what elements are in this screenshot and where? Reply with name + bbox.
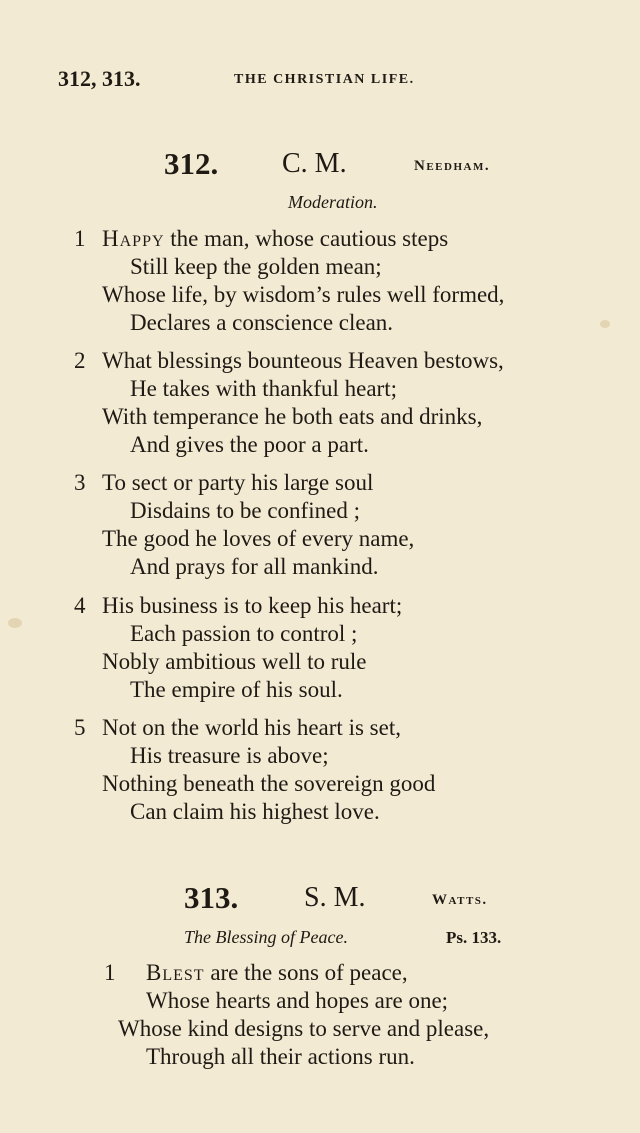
- verse-line: [102, 226, 448, 252]
- hymn-tune: Needham.: [414, 158, 491, 174]
- verse-line: The empire of his soul.: [130, 677, 343, 702]
- verse-line: Each passion to control ;: [130, 621, 358, 646]
- verse-line: And gives the poor a part.: [130, 432, 369, 457]
- verse-line: Whose life, by wisdom’s rules well formed,: [102, 282, 505, 307]
- verse-line: The good he loves of every name,: [102, 526, 415, 551]
- section-title: THE CHRISTIAN LIFE.: [234, 72, 415, 87]
- stanza-number: 5: [74, 715, 86, 740]
- verse-line: Disdains to be confined ;: [130, 498, 360, 523]
- verse-capitals: Happy: [102, 226, 165, 251]
- verse-line: Not on the world his heart is set,: [102, 715, 401, 740]
- verse-capitals: Blest: [146, 960, 205, 985]
- stanza-number: 3: [74, 470, 86, 495]
- verse-line: Whose hearts and hopes are one;: [146, 988, 449, 1013]
- hymn-312-header: [0, 146, 640, 186]
- hymn-meter: S. M.: [304, 882, 366, 913]
- verse-line: Whose kind designs to serve and please,: [118, 1016, 490, 1041]
- running-head: [58, 66, 580, 96]
- verse-line: What blessings bounteous Heaven bestows,: [102, 348, 504, 373]
- hymn-meter: C. M.: [282, 148, 347, 179]
- hymn-tune: Watts.: [432, 892, 488, 908]
- verse-line: To sect or party his large soul: [102, 470, 374, 495]
- verse-line: His business is to keep his heart;: [102, 593, 403, 618]
- verse-line: He takes with thankful heart;: [130, 376, 397, 401]
- hymn-subtitle: Moderation.: [288, 192, 378, 212]
- verse-line: His treasure is above;: [130, 743, 329, 768]
- verse-line: Still keep the golden mean;: [130, 254, 382, 279]
- page-numbers: 312, 313.: [58, 66, 141, 91]
- verse-line: Nothing beneath the sovereign good: [102, 771, 436, 796]
- verse-line: With temperance he both eats and drinks,: [102, 404, 483, 429]
- verse-line: And prays for all mankind.: [130, 554, 379, 579]
- verse-line: Declares a conscience clean.: [130, 310, 394, 335]
- paper-stain: [600, 320, 610, 328]
- verse-text: the man, whose cautious steps: [164, 226, 449, 251]
- hymn-subtitle: The Blessing of Peace.: [184, 927, 348, 947]
- stanza-number: 4: [74, 593, 86, 618]
- hymn-313-header: [0, 880, 640, 920]
- verse-text: are the sons of peace,: [204, 960, 408, 985]
- scripture-reference: Ps. 133.: [446, 928, 502, 947]
- stanza-number: 1: [74, 226, 86, 251]
- verse-line: Nobly ambitious well to rule: [102, 649, 367, 674]
- stanza-number: 1: [104, 960, 116, 985]
- hymn-number: 313.: [184, 880, 239, 915]
- verse-line: Through all their actions run.: [146, 1044, 415, 1069]
- paper-stain: [8, 618, 22, 628]
- verse-line: [146, 960, 408, 986]
- hymn-number: 312.: [164, 146, 219, 181]
- stanza-number: 2: [74, 348, 86, 373]
- verse-line: Can claim his highest love.: [130, 799, 380, 824]
